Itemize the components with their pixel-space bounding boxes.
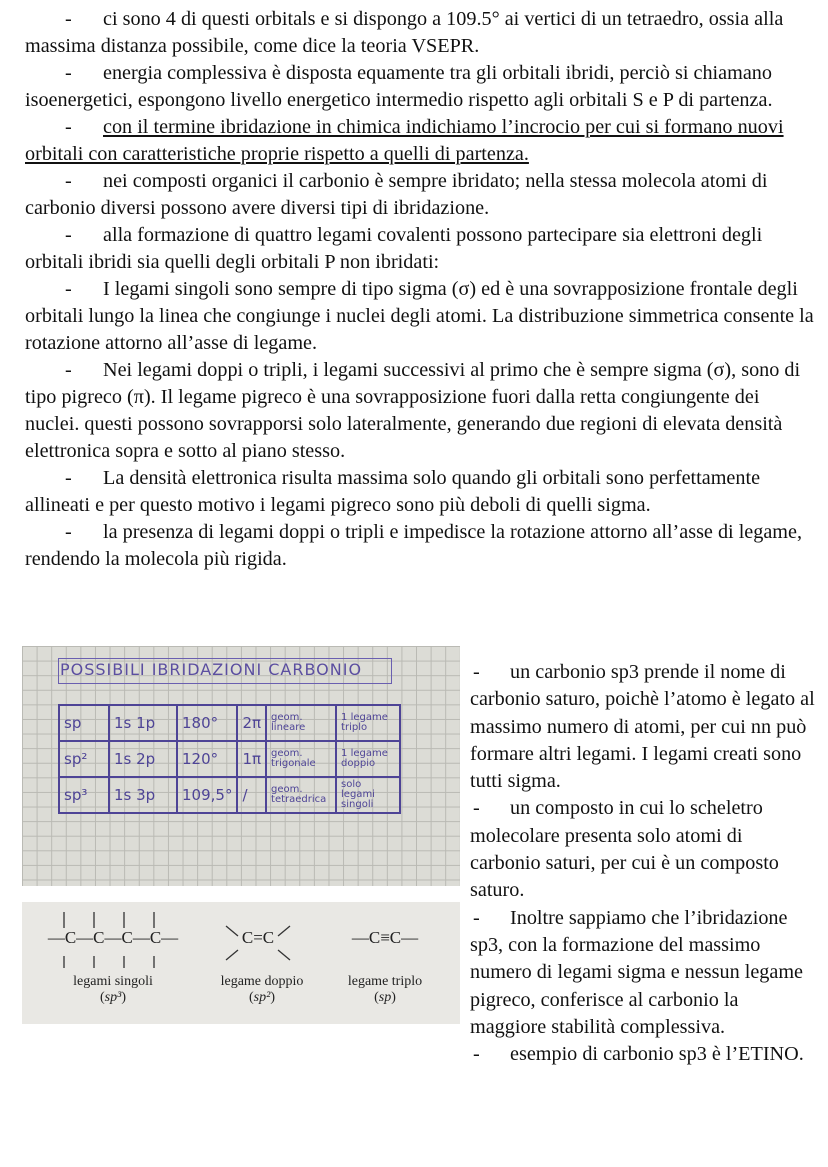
right-paragraph-2: - un composto in cui lo scheletro molecolare presenta solo atomi di carbonio saturi, per cui è un composto saturo. — [470, 797, 779, 902]
main-text — [25, 6, 815, 573]
table-cell: 109,5° — [177, 777, 237, 813]
paragraph-4: - nei composti organici il carbonio è sempre ibridato; nella stessa molecola atomi di carbonio diversi possono avere diversi tipi di ibridazione. — [25, 170, 768, 219]
table-cell: sp — [59, 705, 109, 741]
table-row — [59, 705, 400, 741]
table-row — [59, 777, 400, 813]
table-cell: 1 legame doppio — [336, 741, 400, 777]
triple-bond-caption — [330, 974, 440, 1006]
table-cell: / — [237, 777, 266, 813]
caption-hyb: (sp) — [374, 990, 396, 1005]
hybridization-table — [58, 704, 401, 814]
right-paragraph-1: - un carbonio sp3 prende il nome di carbonio saturo, poichè l’atomo è legato al massimo numero di atomi, per cui nn può formare altri legami. I legami creati sono tutti sigma. — [470, 661, 815, 793]
bullet: - — [473, 1043, 480, 1066]
table-cell: 1s 2p — [109, 741, 177, 777]
table-cell: 1s 1p — [109, 705, 177, 741]
bullet: - — [65, 278, 72, 300]
caption-hyb: (sp²) — [249, 990, 275, 1005]
table-cell: 2π — [237, 705, 266, 741]
table-cell: geom. tetraedrica — [266, 777, 336, 813]
bullet: - — [65, 224, 72, 246]
bullet: - — [65, 467, 72, 489]
paragraph-7: - Nei legami doppi o tripli, i legami successivi al primo che è sempre sigma (σ), sono di tipo pigreco (π). Il legame pigreco è una sovrapposizione fuori dalla retta congiungente dei nuclei. questi possono sovrapporsi solo lateralmente, generando due regioni di elevata densità elettronica sopra e sotto al piano stesso. — [25, 359, 801, 462]
bullet: - — [65, 8, 72, 30]
table-cell: 1 legame triplo — [336, 705, 400, 741]
caption-label: legame triplo — [347, 974, 423, 989]
bullet: - — [473, 906, 480, 929]
paragraph-5: - alla formazione di quattro legami covalenti possono partecipare sia elettroni degli orbitali ibridi sia quelli degli orbitali P non ibridati: — [25, 224, 763, 273]
bullet: - — [65, 170, 72, 192]
right-column-text — [470, 659, 815, 1068]
table-cell: 1s 3p — [109, 777, 177, 813]
table-cell: geom. trigonale — [266, 741, 336, 777]
single-bond-formula: —C—C—C—C— — [47, 928, 179, 947]
paragraph-1: - ci sono 4 di questi orbitals e si dispongo a 109.5° ai vertici di un tetraedro, ossia alla massima distanza possibile, come dice la teoria VSEPR. — [25, 8, 784, 57]
triple-bond-formula: —C≡C— — [351, 928, 419, 947]
table-row — [59, 741, 400, 777]
caption-label: legami singoli — [73, 974, 153, 989]
caption-hyb: (sp³) — [100, 990, 126, 1005]
bullet: - — [65, 359, 72, 381]
table-cell: 120° — [177, 741, 237, 777]
table-cell: 180° — [177, 705, 237, 741]
double-bond-formula: C=C — [241, 928, 275, 947]
caption-label: legame doppio — [220, 974, 304, 989]
handwritten-table-photo — [22, 646, 460, 886]
paragraph-6: - I legami singoli sono sempre di tipo sigma (σ) ed è una sovrapposizione frontale degli orbitali lungo la linea che congiunge i nuclei degli atomi. La distribuzione simmetrica consente la rotazione attorno all’asse di legame. — [25, 278, 814, 354]
paragraph-8: - La densità elettronica risulta massima solo quando gli orbitali sono perfettamente allineati e per questo motivo i legami pigreco sono più deboli di quelli sigma. — [25, 467, 761, 516]
bullet: - — [473, 661, 480, 683]
paragraph-9: - la presenza di legami doppi o tripli e impedisce la rotazione attorno all’asse di legame, rendendo la molecola più rigida. — [25, 521, 803, 570]
table-cell: sp³ — [59, 777, 109, 813]
bullet: - — [473, 797, 480, 820]
table-cell: sp² — [59, 741, 109, 777]
table-cell: 1π — [237, 741, 266, 777]
right-paragraph-3: - Inoltre sappiamo che l’ibridazione sp3, con la formazione del massimo numero di legami sigma e nessun legame pigreco, conferisce al carbonio la maggiore stabilità complessiva. — [470, 906, 804, 1038]
handwritten-title: POSSIBILI IBRIDAZIONI CARBONIO — [60, 660, 363, 679]
table-cell: solo legami singoli — [336, 777, 400, 813]
double-bond-caption — [202, 974, 322, 1006]
bullet: - — [65, 521, 72, 543]
table-cell: geom. lineare — [266, 705, 336, 741]
paragraph-2: - energia complessiva è disposta equamente tra gli orbitali ibridi, perciò si chiamano isoenergetici, espongono livello energetico intermedio rispetto agli orbitali S e P di partenza. — [25, 62, 773, 111]
right-paragraph-4: - esempio di carbonio sp3 è l’ETINO. — [470, 1041, 815, 1068]
bullet: - — [65, 62, 72, 84]
paragraph-3: - con il termine ibridazione in chimica indichiamo l’incrocio per cui si formano nuovi orbitali con caratteristiche proprie rispetto a quelli di partenza. — [25, 116, 784, 165]
single-bond-caption — [46, 974, 180, 1006]
bond-structures-figure — [22, 902, 460, 1024]
bullet: - — [65, 116, 72, 138]
